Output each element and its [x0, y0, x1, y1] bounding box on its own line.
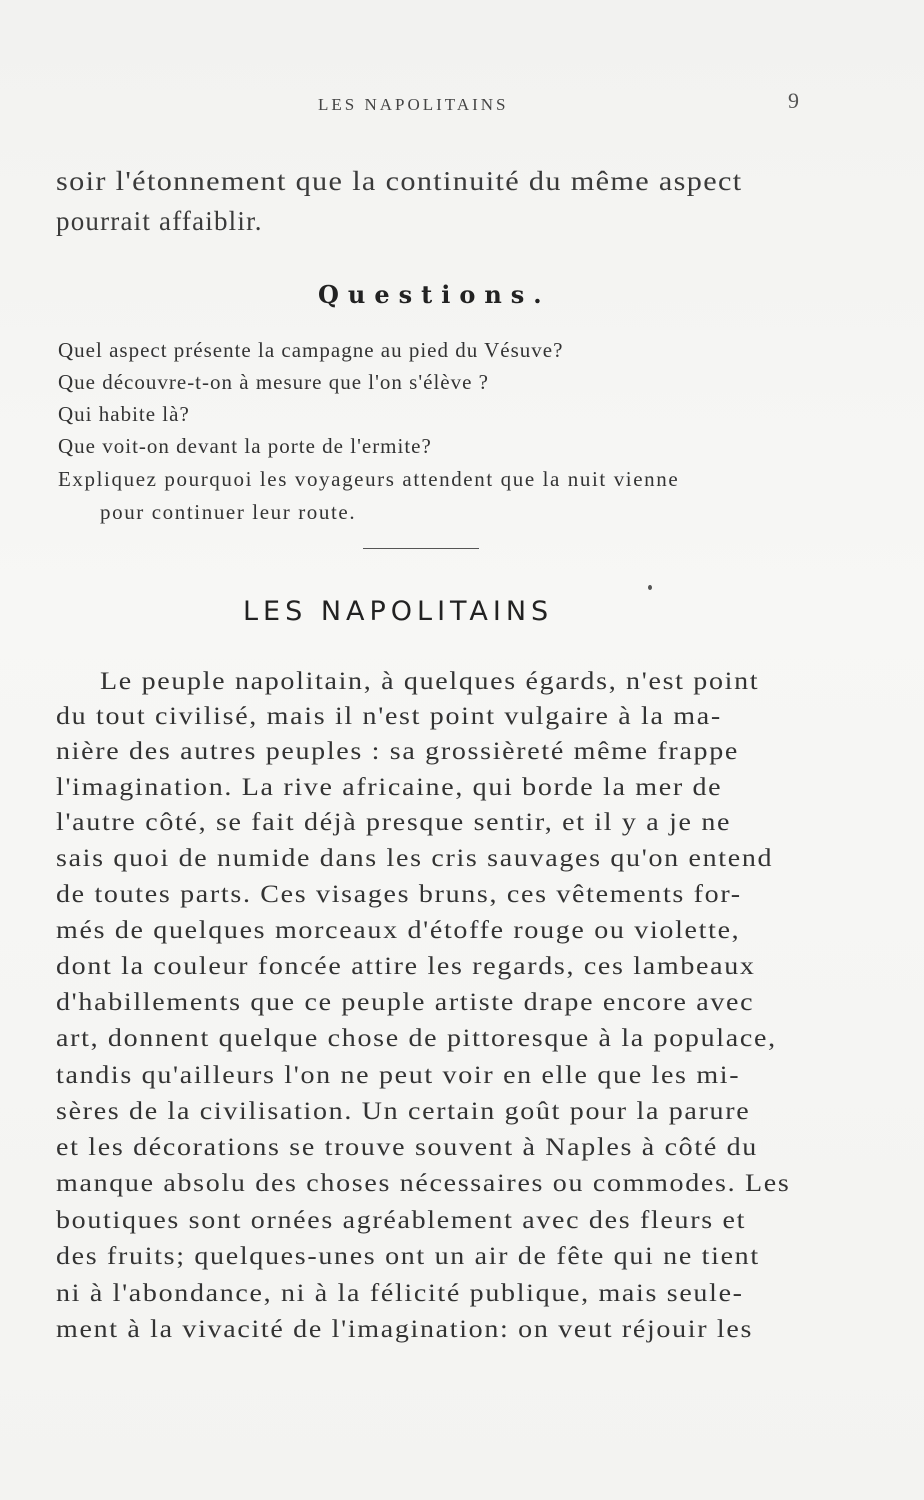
text-line: tandis qu'ailleurs l'on ne peut voir en elle que les mi- — [56, 1062, 741, 1089]
text-line: l'autre côté, se fait déjà presque sentir, et il y a je ne — [56, 809, 732, 836]
question-item: Que découvre-t-on à mesure que l'on s'élève ? — [58, 370, 489, 394]
question-item: Expliquez pourquoi les voyageurs attendent que la nuit vienne — [58, 467, 680, 491]
text-line: més de quelques morceaux d'étoffe rouge ou violette, — [56, 917, 741, 944]
section-title: LES NAPOLITAINS — [243, 596, 554, 627]
text-line: manque absolu des choses nécessaires ou commodes. Les — [56, 1170, 791, 1197]
text-line: ment à la vivacité de l'imagination: on veut réjouir les — [56, 1316, 754, 1343]
section-divider-rule — [363, 548, 479, 549]
text-line: boutiques sont ornées agréablement avec des fleurs et — [56, 1207, 747, 1234]
question-item: Que voit-on devant la porte de l'ermite? — [58, 434, 432, 458]
text-line: du tout civilisé, mais il n'est point vulgaire à la ma- — [56, 703, 722, 730]
question-item-continuation: pour continuer leur route. — [100, 500, 357, 524]
questions-heading: Questions. — [318, 280, 551, 309]
text-line: d'habillements que ce peuple artiste drape encore avec — [56, 989, 755, 1016]
text-line: des fruits; quelques-unes ont un air de fête qui ne tient — [56, 1243, 760, 1270]
running-header: LES NAPOLITAINS — [318, 95, 509, 114]
text-line: nière des autres peuples : sa grossièreté même frappe — [56, 738, 740, 765]
question-item: Qui habite là? — [58, 402, 190, 426]
text-line: sères de la civilisation. Un certain goût pour la parure — [56, 1098, 751, 1125]
text-line: art, donnent quelque chose de pittoresque à la populace, — [56, 1025, 777, 1052]
text-line: ni à l'abondance, ni à la félicité publique, mais seule- — [56, 1280, 744, 1307]
print-speck — [648, 585, 652, 590]
text-line: de toutes parts. Ces visages bruns, ces vêtements for- — [56, 881, 742, 908]
text-line: et les décorations se trouve souvent à Naples à côté du — [56, 1134, 758, 1161]
text-line: l'imagination. La rive africaine, qui borde la mer de — [56, 774, 723, 801]
text-line: Le peuple napolitain, à quelques égards, n'est point — [100, 668, 760, 695]
text-line: pourrait affaiblir. — [56, 206, 263, 236]
question-item: Quel aspect présente la campagne au pied du Vésuve? — [58, 338, 564, 362]
text-line: dont la couleur foncée attire les regards, ces lambeaux — [56, 953, 756, 980]
text-line: soir l'étonnement que la continuité du même aspect — [56, 166, 743, 196]
page-number: 9 — [788, 88, 799, 113]
text-line: sais quoi de numide dans les cris sauvages qu'on entend — [56, 845, 774, 872]
